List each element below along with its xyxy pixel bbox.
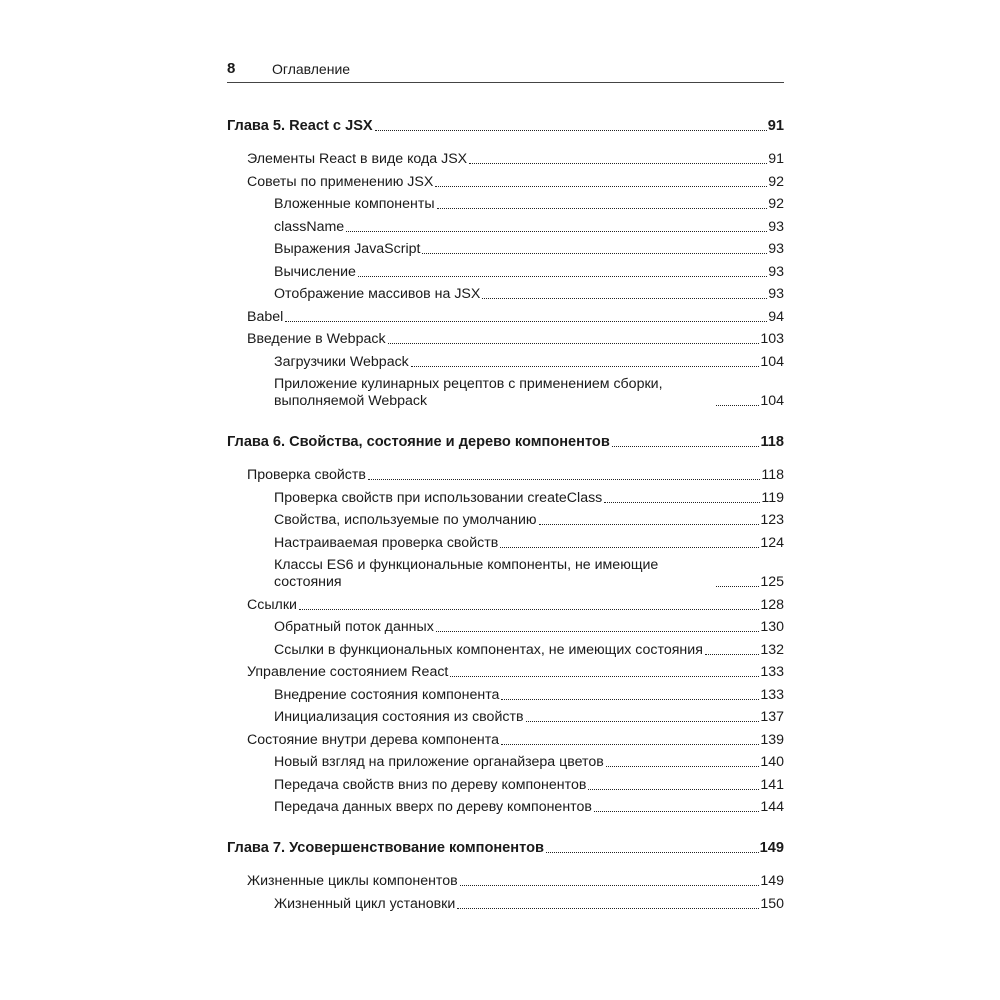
dot-leader [482,298,767,299]
toc-entry-title: Жизненные циклы компонентов [247,873,458,889]
toc-entry-page: 124 [760,534,784,551]
toc-subsection-entry[interactable] [227,754,784,771]
toc-entry-title: Внедрение состояния компонента [274,686,500,703]
toc-entry-page: 91 [768,151,784,167]
toc-chapter-entry[interactable] [227,434,784,451]
toc-section-entry[interactable] [227,732,784,749]
toc-entry-page: 118 [760,434,784,450]
toc-subsection-entry[interactable] [227,354,784,371]
toc-section-entry[interactable] [227,873,784,890]
toc-entry-title: Ссылки [247,596,297,613]
toc-entry-page: 130 [760,619,784,635]
dot-leader [539,524,760,525]
dot-leader [435,186,767,187]
dot-leader [588,789,759,790]
dot-leader [436,631,760,632]
dot-leader [716,405,759,406]
dot-leader [375,130,767,131]
toc-entry-page: 91 [767,118,784,134]
page-number: 8 [227,60,236,77]
toc-subsection-entry[interactable] [227,535,784,552]
dot-leader [606,766,760,767]
toc-entry-page: 137 [760,709,784,725]
toc-subsection-entry[interactable] [227,619,784,636]
toc-entry-page: 104 [760,393,784,409]
toc-subsection-entry[interactable] [227,687,784,704]
dot-leader [457,908,759,909]
dot-leader [612,446,760,447]
toc-entry-page: 125 [760,574,784,590]
toc-entry-title: className [274,218,345,235]
toc-entry-page: 139 [760,731,784,748]
toc-entry-title: Обратный поток данных [274,619,434,635]
toc-entry-page: 92 [768,196,784,212]
toc-subsection-entry[interactable] [227,557,784,591]
toc-entry-title: Ссылки в функциональных компонентах, не имеющих состояния [274,641,703,658]
toc-entry-title: Передача свойств вниз по дереву компонентов [274,776,587,793]
dot-leader [285,321,767,322]
toc-entry-page: 150 [760,895,784,912]
toc-entry-title: Инициализация состояния из свойств [274,709,524,725]
toc-subsection-entry[interactable] [227,241,784,258]
toc-subsection-entry[interactable] [227,799,784,816]
toc-entry-title: Проверка свойств [247,467,366,483]
toc-entry-title: Управление состоянием React [247,664,449,680]
dot-leader [501,744,759,745]
toc-entry-title: Советы по применению JSX [247,173,434,190]
toc-entry-title: Проверка свойств при использовании createClass [274,489,603,506]
running-title: Оглавление [272,61,351,77]
toc-entry-page: 132 [760,641,784,658]
toc-entry-page: 141 [760,776,784,793]
toc-section-entry[interactable] [227,309,784,326]
toc-entry-title: Введение в Webpack [247,331,386,347]
toc-entry-title: Классы ES6 и функциональные компоненты, не имеющие состояния [274,557,659,590]
dot-leader [422,253,767,254]
toc-entry-page: 92 [768,173,784,190]
toc-entry-page: 133 [760,664,784,680]
toc-entry-page: 93 [768,241,784,257]
toc-subsection-entry[interactable] [227,642,784,659]
dot-leader [388,343,760,344]
dot-leader [604,502,760,503]
toc-entry-page: 123 [760,512,784,528]
toc-entry-title: Элементы React в виде кода JSX [247,151,468,167]
toc-subsection-entry[interactable] [227,512,784,529]
toc-subsection-entry[interactable] [227,777,784,794]
toc-entry-title: Отображение массивов на JSX [274,286,481,302]
toc-entry-title: Вложенные компоненты [274,196,435,212]
toc-entry-title: Глава 5. React с JSX [227,118,373,134]
toc-entry-page: 119 [761,489,784,506]
toc-entry-page: 104 [760,353,784,370]
table-of-contents [227,118,784,913]
page-header [227,58,784,83]
toc-subsection-entry[interactable] [227,376,784,410]
toc-section-entry[interactable] [227,331,784,348]
toc-entry-page: 103 [760,331,784,347]
dot-leader [411,366,760,367]
dot-leader [594,811,759,812]
toc-subsection-entry[interactable] [227,490,784,507]
toc-section-entry[interactable] [227,151,784,168]
toc-entry-title: Настраиваемая проверка свойств [274,534,499,551]
toc-chapter-entry[interactable] [227,118,784,135]
toc-entry-page: 118 [761,467,784,483]
toc-entry-page: 128 [760,596,784,613]
toc-entry-title: Глава 6. Свойства, состояние и дерево компонентов [227,434,610,450]
dot-leader [716,586,759,587]
dot-leader [450,676,759,677]
dot-leader [546,852,759,853]
toc-subsection-entry[interactable] [227,219,784,236]
dot-leader [437,208,768,209]
toc-entry-title: Новый взгляд на приложение органайзера цветов [274,754,604,770]
toc-entry-title: Глава 7. Усовершенствование компонентов [227,840,544,856]
toc-subsection-entry[interactable] [227,709,784,726]
toc-entry-page: 140 [760,754,784,770]
toc-entry-page: 93 [768,263,784,280]
toc-entry-title: Выражения JavaScript [274,241,421,257]
toc-entry-page: 94 [768,308,784,325]
toc-entry-title: Приложение кулинарных рецептов с применением сборки, выполняемой Webpack [274,376,663,409]
toc-entry-page: 144 [760,799,784,815]
dot-leader [500,547,759,548]
toc-entry-title: Вычисление [274,263,356,280]
toc-entry-title: Передача данных вверх по дереву компонентов [274,799,592,815]
toc-subsection-entry[interactable] [227,896,784,913]
toc-section-entry[interactable] [227,664,784,681]
dot-leader [346,231,767,232]
toc-subsection-entry[interactable] [227,196,784,213]
toc-chapter-entry[interactable] [227,840,784,857]
dot-leader [705,654,759,655]
dot-leader [501,699,759,700]
dot-leader [358,276,767,277]
dot-leader [526,721,760,722]
dot-leader [469,163,767,164]
toc-subsection-entry[interactable] [227,286,784,303]
toc-entry-title: Свойства, используемые по умолчанию [274,512,537,528]
toc-entry-page: 93 [768,218,784,235]
toc-section-entry[interactable] [227,467,784,484]
toc-entry-title: Жизненный цикл установки [274,895,456,912]
toc-subsection-entry[interactable] [227,264,784,281]
dot-leader [368,479,760,480]
dot-leader [299,609,759,610]
toc-entry-title: Состояние внутри дерева компонента [247,731,499,748]
toc-section-entry[interactable] [227,597,784,614]
toc-entry-title: Загрузчики Webpack [274,353,409,370]
toc-entry-page: 133 [760,686,784,703]
toc-entry-page: 149 [759,840,784,856]
toc-entry-title: Babel [247,308,284,325]
toc-section-entry[interactable] [227,174,784,191]
dot-leader [460,885,760,886]
toc-entry-page: 93 [768,286,784,302]
toc-entry-page: 149 [760,873,784,889]
